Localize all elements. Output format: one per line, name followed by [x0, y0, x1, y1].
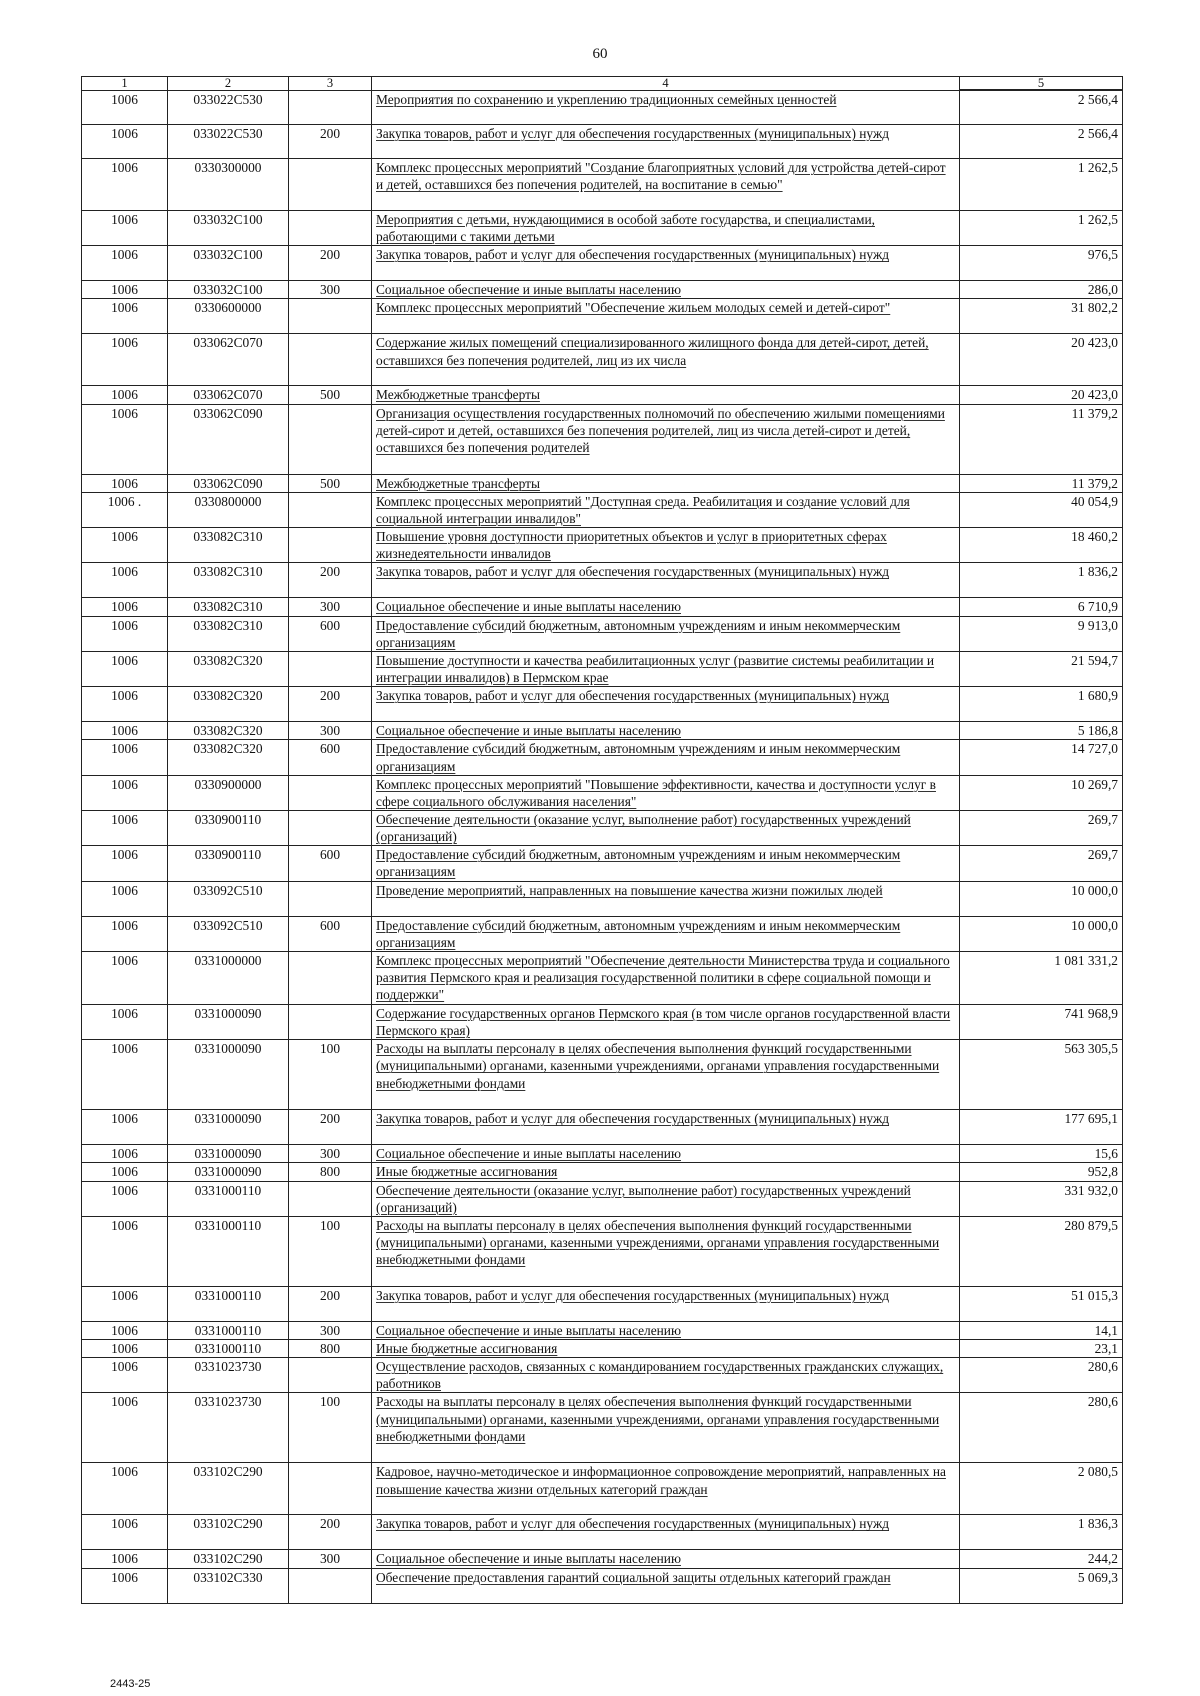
section-code-cell: 1006 — [82, 916, 168, 951]
expense-type-cell: 500 — [289, 386, 372, 404]
table-row — [82, 775, 1123, 810]
description-cell: Проведение мероприятий, направленных на повышение качества жизни пожилых людей — [372, 881, 960, 916]
description-cell: Социальное обеспечение и иные выплаты населению — [372, 598, 960, 616]
description-cell: Расходы на выплаты персоналу в целях обеспечения выполнения функций государственными (муниципальными) органами, казенными учреждениями, органами управления государственными внебюджетными фондами — [372, 1393, 960, 1463]
table-row — [82, 616, 1123, 651]
table-row — [82, 740, 1123, 775]
target-article-cell: 0331000090 — [168, 1110, 289, 1145]
section-code-cell: 1006 — [82, 951, 168, 1004]
target-article-cell: 0331000110 — [168, 1216, 289, 1286]
expense-type-cell: 300 — [289, 598, 372, 616]
table-row — [82, 1163, 1123, 1181]
amount-cell: 1 836,3 — [960, 1515, 1123, 1550]
target-article-cell: 033022С530 — [168, 90, 289, 125]
section-code-cell: 1006 — [82, 1321, 168, 1339]
budget-table — [81, 76, 1123, 1604]
description-cell: Предоставление субсидий бюджетным, автономным учреждениям и иным некоммерческим организациям — [372, 616, 960, 651]
amount-cell: 2 566,4 — [960, 125, 1123, 159]
target-article-cell: 0331000110 — [168, 1321, 289, 1339]
target-article-cell: 0331000110 — [168, 1181, 289, 1216]
amount-cell: 15,6 — [960, 1145, 1123, 1163]
expense-type-cell: 200 — [289, 1286, 372, 1321]
target-article-cell: 033082С320 — [168, 687, 289, 722]
amount-cell: 269,7 — [960, 846, 1123, 881]
table-row — [82, 1515, 1123, 1550]
expense-type-cell: 200 — [289, 1515, 372, 1550]
table-row — [82, 1358, 1123, 1393]
amount-cell: 5 069,3 — [960, 1568, 1123, 1603]
expense-type-cell — [289, 1463, 372, 1515]
expense-type-cell — [289, 775, 372, 810]
description-cell: Обеспечение деятельности (оказание услуг, выполнение работ) государственных учреждений (организаций) — [372, 810, 960, 845]
description-cell: Социальное обеспечение и иные выплаты населению — [372, 1321, 960, 1339]
target-article-cell: 0331000090 — [168, 1145, 289, 1163]
target-article-cell: 033022С530 — [168, 125, 289, 159]
description-cell: Социальное обеспечение и иные выплаты населению — [372, 1145, 960, 1163]
section-code-cell: 1006 — [82, 1568, 168, 1603]
description-cell: Содержание государственных органов Пермского края (в том числе органов государственной власти Пермского края) — [372, 1004, 960, 1039]
target-article-cell: 033102С290 — [168, 1550, 289, 1568]
expense-type-cell — [289, 404, 372, 474]
amount-cell: 563 305,5 — [960, 1040, 1123, 1110]
amount-cell: 5 186,8 — [960, 722, 1123, 740]
table-row — [82, 386, 1123, 404]
amount-cell: 11 379,2 — [960, 474, 1123, 492]
amount-cell: 280 879,5 — [960, 1216, 1123, 1286]
amount-cell: 51 015,3 — [960, 1286, 1123, 1321]
description-cell: Закупка товаров, работ и услуг для обеспечения государственных (муниципальных) нужд — [372, 563, 960, 598]
table-row — [82, 1004, 1123, 1039]
expense-type-cell — [289, 334, 372, 386]
section-code-cell: 1006 — [82, 1393, 168, 1463]
target-article-cell: 0330900110 — [168, 810, 289, 845]
section-code-cell: 1006 — [82, 1358, 168, 1393]
target-article-cell: 033082С320 — [168, 651, 289, 686]
section-code-cell: 1006 — [82, 125, 168, 159]
expense-type-cell: 200 — [289, 1110, 372, 1145]
table-row — [82, 1216, 1123, 1286]
header-cell-5: 5 — [960, 77, 1123, 91]
table-row — [82, 687, 1123, 722]
target-article-cell: 033102С330 — [168, 1568, 289, 1603]
table-row — [82, 810, 1123, 845]
expense-type-cell: 200 — [289, 563, 372, 598]
target-article-cell: 033062С070 — [168, 334, 289, 386]
description-cell: Иные бюджетные ассигнования — [372, 1163, 960, 1181]
description-cell: Комплекс процессных мероприятий "Создание благоприятных условий для устройства детей-сирот и детей, оставшихся без попечения родителей, на воспитание в семью" — [372, 159, 960, 211]
table-row — [82, 1181, 1123, 1216]
description-cell: Мероприятия по сохранению и укреплению традиционных семейных ценностей — [372, 90, 960, 125]
target-article-cell: 0331000090 — [168, 1004, 289, 1039]
section-code-cell: 1006 — [82, 299, 168, 334]
target-article-cell: 033102С290 — [168, 1515, 289, 1550]
target-article-cell: 033082С310 — [168, 528, 289, 563]
section-code-cell: 1006 — [82, 281, 168, 299]
expense-type-cell: 600 — [289, 740, 372, 775]
target-article-cell: 033062С070 — [168, 386, 289, 404]
expense-type-cell: 600 — [289, 916, 372, 951]
expense-type-cell: 300 — [289, 1550, 372, 1568]
amount-cell: 9 913,0 — [960, 616, 1123, 651]
amount-cell: 6 710,9 — [960, 598, 1123, 616]
expense-type-cell: 200 — [289, 246, 372, 281]
amount-cell: 21 594,7 — [960, 651, 1123, 686]
description-cell: Социальное обеспечение и иные выплаты населению — [372, 1550, 960, 1568]
description-cell: Комплекс процессных мероприятий "Повышение эффективности, качества и доступности услуг в сфере социального обслуживания населения" — [372, 775, 960, 810]
target-article-cell: 033082С320 — [168, 740, 289, 775]
amount-cell: 331 932,0 — [960, 1181, 1123, 1216]
description-cell: Социальное обеспечение и иные выплаты населению — [372, 281, 960, 299]
description-cell: Содержание жилых помещений специализированного жилищного фонда для детей-сирот, детей, оставшихся без попечения родителей, лиц из их числа — [372, 334, 960, 386]
expense-type-cell: 300 — [289, 1145, 372, 1163]
amount-cell: 40 054,9 — [960, 492, 1123, 527]
description-cell: Предоставление субсидий бюджетным, автономным учреждениям и иным некоммерческим организациям — [372, 740, 960, 775]
table-row — [82, 1463, 1123, 1515]
target-article-cell: 033092С510 — [168, 881, 289, 916]
table-row — [82, 846, 1123, 881]
expense-type-cell — [289, 810, 372, 845]
amount-cell: 976,5 — [960, 246, 1123, 281]
target-article-cell: 0330900000 — [168, 775, 289, 810]
amount-cell: 10 269,7 — [960, 775, 1123, 810]
expense-type-cell — [289, 492, 372, 527]
target-article-cell: 033082С310 — [168, 598, 289, 616]
target-article-cell: 0330300000 — [168, 159, 289, 211]
expense-type-cell: 300 — [289, 281, 372, 299]
section-code-cell: 1006 — [82, 1340, 168, 1358]
expense-type-cell — [289, 1358, 372, 1393]
description-cell: Повышение доступности и качества реабилитационных услуг (развитие системы реабилитации и интеграции инвалидов) в Пермском крае — [372, 651, 960, 686]
description-cell: Межбюджетные трансферты — [372, 474, 960, 492]
description-cell: Предоставление субсидий бюджетным, автономным учреждениям и иным некоммерческим организациям — [372, 846, 960, 881]
table-row — [82, 881, 1123, 916]
target-article-cell: 0330900110 — [168, 846, 289, 881]
header-cell-2: 2 — [168, 77, 289, 91]
expense-type-cell: 200 — [289, 125, 372, 159]
table-row — [82, 334, 1123, 386]
header-cell-4: 4 — [372, 77, 960, 91]
target-article-cell: 033032С100 — [168, 246, 289, 281]
expense-type-cell: 600 — [289, 846, 372, 881]
table-row — [82, 299, 1123, 334]
section-code-cell: 1006 — [82, 616, 168, 651]
expense-type-cell: 300 — [289, 722, 372, 740]
section-code-cell: 1006 — [82, 1110, 168, 1145]
amount-cell: 280,6 — [960, 1358, 1123, 1393]
target-article-cell: 0331000000 — [168, 951, 289, 1004]
expense-type-cell — [289, 651, 372, 686]
table-row — [82, 1286, 1123, 1321]
section-code-cell: 1006 — [82, 598, 168, 616]
target-article-cell: 033062С090 — [168, 474, 289, 492]
description-cell: Комплекс процессных мероприятий "Доступная среда. Реабилитация и создание условий для социальной интеграции инвалидов" — [372, 492, 960, 527]
section-code-cell: 1006 — [82, 386, 168, 404]
amount-cell: 2 566,4 — [960, 90, 1123, 125]
table-row — [82, 1321, 1123, 1339]
amount-cell: 20 423,0 — [960, 334, 1123, 386]
expense-type-cell — [289, 211, 372, 246]
expense-type-cell: 100 — [289, 1393, 372, 1463]
target-article-cell: 033032С100 — [168, 281, 289, 299]
expense-type-cell — [289, 159, 372, 211]
description-cell: Обеспечение предоставления гарантий социальной защиты отдельных категорий граждан — [372, 1568, 960, 1603]
target-article-cell: 0331000090 — [168, 1163, 289, 1181]
amount-cell: 20 423,0 — [960, 386, 1123, 404]
expense-type-cell: 800 — [289, 1340, 372, 1358]
target-article-cell: 0331023730 — [168, 1358, 289, 1393]
amount-cell: 10 000,0 — [960, 881, 1123, 916]
amount-cell: 1 680,9 — [960, 687, 1123, 722]
expense-type-cell — [289, 299, 372, 334]
table-row — [82, 722, 1123, 740]
table-row — [82, 281, 1123, 299]
section-code-cell: 1006 — [82, 211, 168, 246]
amount-cell: 1 262,5 — [960, 211, 1123, 246]
table-row — [82, 246, 1123, 281]
table-row — [82, 951, 1123, 1004]
section-code-cell: 1006 — [82, 651, 168, 686]
amount-cell: 1 081 331,2 — [960, 951, 1123, 1004]
expense-type-cell: 600 — [289, 616, 372, 651]
target-article-cell: 033082С310 — [168, 616, 289, 651]
description-cell: Комплекс процессных мероприятий "Обеспечение деятельности Министерства труда и социального развития Пермского края и реализация государственной политики в сфере социальной помощи и поддержки" — [372, 951, 960, 1004]
target-article-cell: 033082С310 — [168, 563, 289, 598]
table-row — [82, 598, 1123, 616]
section-code-cell: 1006 — [82, 740, 168, 775]
target-article-cell: 0331000110 — [168, 1340, 289, 1358]
amount-cell: 14,1 — [960, 1321, 1123, 1339]
header-cell-1: 1 — [82, 77, 168, 91]
section-code-cell: 1006 — [82, 404, 168, 474]
section-code-cell: 1006 — [82, 810, 168, 845]
target-article-cell: 0330800000 — [168, 492, 289, 527]
description-cell: Закупка товаров, работ и услуг для обеспечения государственных (муниципальных) нужд — [372, 1515, 960, 1550]
table-row — [82, 1568, 1123, 1603]
amount-cell: 1 262,5 — [960, 159, 1123, 211]
section-code-cell: 1006 — [82, 159, 168, 211]
table-row — [82, 404, 1123, 474]
table-row — [82, 528, 1123, 563]
table-row — [82, 159, 1123, 211]
table-body — [82, 90, 1123, 1603]
amount-cell: 2 080,5 — [960, 1463, 1123, 1515]
section-code-cell: 1006 — [82, 881, 168, 916]
header-cell-3: 3 — [289, 77, 372, 91]
expense-type-cell — [289, 881, 372, 916]
description-cell: Иные бюджетные ассигнования — [372, 1340, 960, 1358]
table-row — [82, 492, 1123, 527]
table-row — [82, 916, 1123, 951]
section-code-cell: 1006 — [82, 246, 168, 281]
table-row — [82, 125, 1123, 159]
table-row — [82, 1110, 1123, 1145]
section-code-cell: 1006 — [82, 687, 168, 722]
description-cell: Комплекс процессных мероприятий "Обеспечение жильем молодых семей и детей-сирот" — [372, 299, 960, 334]
expense-type-cell: 100 — [289, 1216, 372, 1286]
section-code-cell: 1006 — [82, 1181, 168, 1216]
expense-type-cell — [289, 951, 372, 1004]
section-code-cell: 1006 — [82, 1145, 168, 1163]
expense-type-cell — [289, 1181, 372, 1216]
description-cell: Организация осуществления государственных полномочий по обеспечению жилыми помещениями детей-сирот и детей, оставшихся без попечения родителей, лиц из числа детей-сирот и детей, оставшихся без попечения родителей — [372, 404, 960, 474]
section-code-cell: 1006 — [82, 1550, 168, 1568]
section-code-cell: 1006 — [82, 1216, 168, 1286]
table-row — [82, 1550, 1123, 1568]
amount-cell: 952,8 — [960, 1163, 1123, 1181]
target-article-cell: 033092С510 — [168, 916, 289, 951]
table-row — [82, 1145, 1123, 1163]
expense-type-cell: 800 — [289, 1163, 372, 1181]
amount-cell: 10 000,0 — [960, 916, 1123, 951]
amount-cell: 14 727,0 — [960, 740, 1123, 775]
section-code-cell: 1006 — [82, 722, 168, 740]
description-cell: Обеспечение деятельности (оказание услуг, выполнение работ) государственных учреждений (организаций) — [372, 1181, 960, 1216]
expense-type-cell — [289, 528, 372, 563]
section-code-cell: 1006 — [82, 1463, 168, 1515]
description-cell: Предоставление субсидий бюджетным, автономным учреждениям и иным некоммерческим организациям — [372, 916, 960, 951]
section-code-cell: 1006 . — [82, 492, 168, 527]
amount-cell: 244,2 — [960, 1550, 1123, 1568]
description-cell: Расходы на выплаты персоналу в целях обеспечения выполнения функций государственными (муниципальными) органами, казенными учреждениями, органами управления государственными внебюджетными фондами — [372, 1216, 960, 1286]
amount-cell: 23,1 — [960, 1340, 1123, 1358]
description-cell: Закупка товаров, работ и услуг для обеспечения государственных (муниципальных) нужд — [372, 125, 960, 159]
amount-cell: 11 379,2 — [960, 404, 1123, 474]
table-row — [82, 1393, 1123, 1463]
description-cell: Расходы на выплаты персоналу в целях обеспечения выполнения функций государственными (муниципальными) органами, казенными учреждениями, органами управления государственными внебюджетными фондами — [372, 1040, 960, 1110]
amount-cell: 280,6 — [960, 1393, 1123, 1463]
expense-type-cell — [289, 1004, 372, 1039]
target-article-cell: 033082С320 — [168, 722, 289, 740]
amount-cell: 741 968,9 — [960, 1004, 1123, 1039]
section-code-cell: 1006 — [82, 334, 168, 386]
target-article-cell: 033062С090 — [168, 404, 289, 474]
page-number: 60 — [592, 46, 608, 62]
description-cell: Закупка товаров, работ и услуг для обеспечения государственных (муниципальных) нужд — [372, 1110, 960, 1145]
expense-type-cell: 200 — [289, 687, 372, 722]
description-cell: Мероприятия с детьми, нуждающимися в особой заботе государства, и специалистами, работающими с такими детьми — [372, 211, 960, 246]
expense-type-cell — [289, 90, 372, 125]
section-code-cell: 1006 — [82, 846, 168, 881]
amount-cell: 18 460,2 — [960, 528, 1123, 563]
section-code-cell: 1006 — [82, 1515, 168, 1550]
section-code-cell: 1006 — [82, 1286, 168, 1321]
target-article-cell: 0331023730 — [168, 1393, 289, 1463]
table-header-row — [82, 77, 1123, 91]
document-code: 2443-25 — [110, 1678, 151, 1690]
section-code-cell: 1006 — [82, 474, 168, 492]
description-cell: Социальное обеспечение и иные выплаты населению — [372, 722, 960, 740]
expense-type-cell: 100 — [289, 1040, 372, 1110]
section-code-cell: 1006 — [82, 563, 168, 598]
description-cell: Повышение уровня доступности приоритетных объектов и услуг в приоритетных сферах жизнедеятельности инвалидов — [372, 528, 960, 563]
table-row — [82, 211, 1123, 246]
amount-cell: 31 802,2 — [960, 299, 1123, 334]
amount-cell: 286,0 — [960, 281, 1123, 299]
expense-type-cell — [289, 1568, 372, 1603]
table-row — [82, 1340, 1123, 1358]
section-code-cell: 1006 — [82, 528, 168, 563]
section-code-cell: 1006 — [82, 1163, 168, 1181]
target-article-cell: 0330600000 — [168, 299, 289, 334]
section-code-cell: 1006 — [82, 90, 168, 125]
description-cell: Межбюджетные трансферты — [372, 386, 960, 404]
target-article-cell: 0331000110 — [168, 1286, 289, 1321]
expense-type-cell: 500 — [289, 474, 372, 492]
table-row — [82, 1040, 1123, 1110]
expense-type-cell: 300 — [289, 1321, 372, 1339]
section-code-cell: 1006 — [82, 775, 168, 810]
description-cell: Закупка товаров, работ и услуг для обеспечения государственных (муниципальных) нужд — [372, 1286, 960, 1321]
description-cell: Кадровое, научно-методическое и информационное сопровождение мероприятий, направленных на повышение качества жизни отдельных категорий граждан — [372, 1463, 960, 1515]
table-row — [82, 563, 1123, 598]
amount-cell: 1 836,2 — [960, 563, 1123, 598]
amount-cell: 177 695,1 — [960, 1110, 1123, 1145]
section-code-cell: 1006 — [82, 1004, 168, 1039]
target-article-cell: 033102С290 — [168, 1463, 289, 1515]
description-cell: Закупка товаров, работ и услуг для обеспечения государственных (муниципальных) нужд — [372, 687, 960, 722]
section-code-cell: 1006 — [82, 1040, 168, 1110]
target-article-cell: 0331000090 — [168, 1040, 289, 1110]
amount-cell: 269,7 — [960, 810, 1123, 845]
description-cell: Осуществление расходов, связанных с командированием государственных гражданских служащих, работников — [372, 1358, 960, 1393]
description-cell: Закупка товаров, работ и услуг для обеспечения государственных (муниципальных) нужд — [372, 246, 960, 281]
table-row — [82, 474, 1123, 492]
target-article-cell: 033032С100 — [168, 211, 289, 246]
table-row — [82, 651, 1123, 686]
table-row — [82, 90, 1123, 125]
